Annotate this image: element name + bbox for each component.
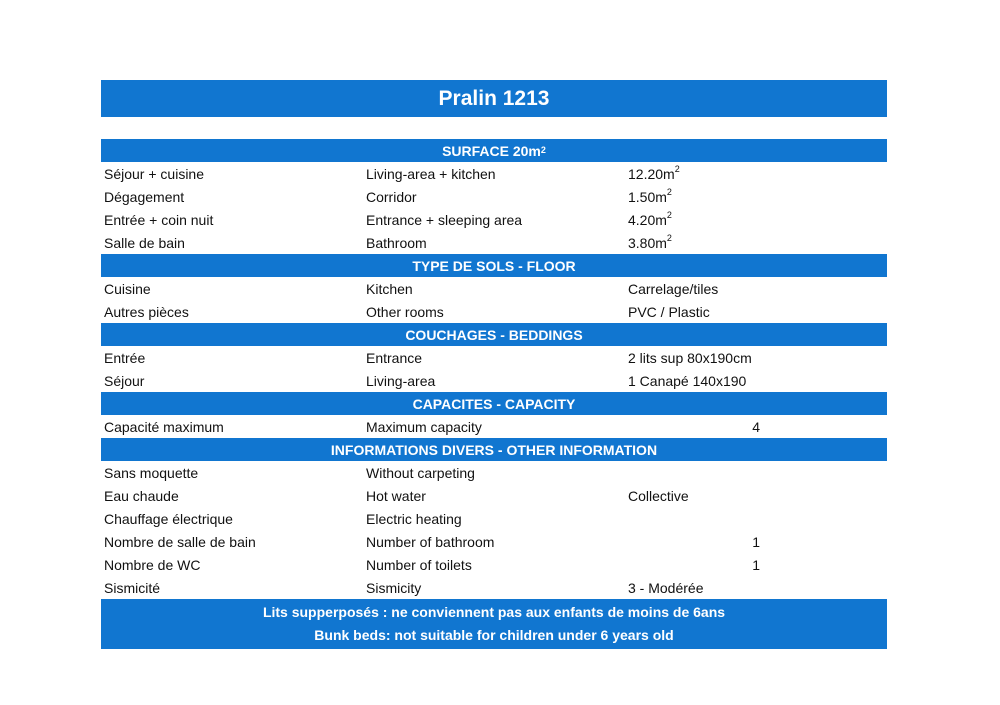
- cell-value: [625, 232, 760, 251]
- cell-fr: Capacité maximum: [104, 418, 224, 435]
- cell-value: [625, 186, 760, 205]
- cell-fr: Entrée + coin nuit: [104, 211, 214, 228]
- value-text: 12.20m: [628, 165, 675, 182]
- cell-en: Number of bathroom: [366, 533, 495, 550]
- table-row: [101, 507, 887, 530]
- cell-fr: Séjour: [104, 372, 145, 389]
- cell-value: Collective: [628, 487, 689, 504]
- cell-fr: Cuisine: [104, 280, 151, 297]
- value-sup: 2: [666, 186, 672, 197]
- table-row: [101, 346, 887, 369]
- cell-en: Entrance: [366, 349, 423, 366]
- section-header-surface: SURFACE 20m $^2$: [101, 139, 887, 162]
- value-sup: 2: [666, 232, 672, 243]
- cell-fr: Dégagement: [104, 188, 185, 205]
- cell-value: [625, 209, 760, 228]
- warning-footer: [101, 599, 887, 649]
- cell-en: Bathroom: [366, 234, 427, 251]
- section-header-floor: TYPE DE SOLS - FLOOR: [101, 254, 887, 277]
- cell-number: 1: [752, 533, 760, 550]
- cell-fr: Autres pièces: [104, 303, 189, 320]
- table-row: [101, 208, 887, 231]
- cell-value: 1 Canapé 140x190: [628, 372, 747, 389]
- warning-text-en: Bunk beds: not suitable for children under 6 years old: [314, 627, 674, 643]
- value-sup: 2: [674, 163, 680, 174]
- cell-fr: Nombre de WC: [104, 556, 201, 573]
- cell-fr: Chauffage électrique: [104, 510, 233, 527]
- cell-value: 3 - Modérée: [628, 579, 704, 596]
- table-row: [101, 576, 887, 599]
- cell-fr: Sans moquette: [104, 464, 199, 481]
- cell-fr: Séjour + cuisine: [104, 165, 205, 182]
- cell-fr: Sismicité: [104, 579, 161, 596]
- cell-en: Living-area + kitchen: [366, 165, 496, 182]
- table-row: [101, 530, 887, 553]
- cell-value: 2 lits sup 80x190cm: [628, 349, 752, 366]
- value-text: 1.50m: [628, 188, 667, 205]
- table-row: [101, 484, 887, 507]
- cell-fr: Salle de bain: [104, 234, 185, 251]
- cell-en: Entrance + sleeping area: [366, 211, 523, 228]
- table-row: [101, 300, 887, 323]
- table-row: [101, 553, 887, 576]
- table-row: [101, 162, 887, 185]
- value-text: 4.20m: [628, 211, 667, 228]
- cell-number: 1: [752, 556, 760, 573]
- cell-number: 4: [752, 418, 760, 435]
- cell-fr: Nombre de salle de bain: [104, 533, 256, 550]
- cell-fr: Entrée: [104, 349, 146, 366]
- cell-value: PVC / Plastic: [628, 303, 710, 320]
- cell-fr: Eau chaude: [104, 487, 179, 504]
- cell-en: Other rooms: [366, 303, 444, 320]
- value-text: 3.80m: [628, 234, 667, 251]
- spacer: [101, 117, 887, 139]
- cell-en: Corridor: [366, 188, 417, 205]
- accommodation-sheet: [101, 80, 887, 649]
- cell-en: Electric heating: [366, 510, 462, 527]
- value-sup: 2: [666, 209, 672, 220]
- cell-en: Living-area: [366, 372, 436, 389]
- cell-value: Carrelage/tiles: [628, 280, 719, 297]
- cell-en: Without carpeting: [366, 464, 475, 481]
- table-row: [101, 415, 887, 438]
- warning-text-fr: Lits supperposés : ne conviennent pas aux enfants de moins de 6ans: [262, 604, 726, 620]
- cell-en: Maximum capacity: [366, 418, 482, 435]
- cell-value: [625, 163, 760, 182]
- section-header-beddings: COUCHAGES - BEDDINGS: [101, 323, 887, 346]
- section-header-other: INFORMATIONS DIVERS - OTHER INFORMATION: [101, 438, 887, 461]
- cell-en: Kitchen: [366, 280, 413, 297]
- table-row: [101, 369, 887, 392]
- cell-en: Hot water: [366, 487, 426, 504]
- surface-header-label: SURFACE 20m: [442, 142, 541, 159]
- table-row: [101, 277, 887, 300]
- cell-en: Number of toilets: [366, 556, 472, 573]
- table-row: [101, 461, 887, 484]
- cell-en: Sismicity: [366, 579, 422, 596]
- section-header-capacity: CAPACITES - CAPACITY: [101, 392, 887, 415]
- page-title: Pralin 1213: [101, 80, 887, 117]
- table-row: [101, 185, 887, 208]
- table-row: [101, 231, 887, 254]
